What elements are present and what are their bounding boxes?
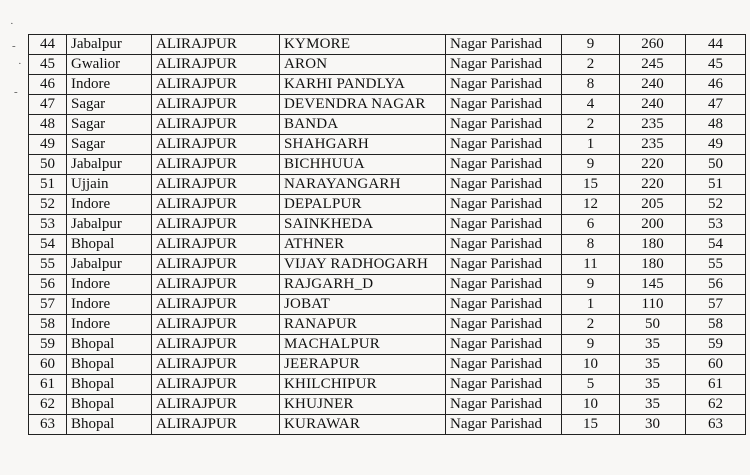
score-cell: 180 — [620, 235, 686, 255]
score-cell: 35 — [620, 395, 686, 415]
body-type-cell: Nagar Parishad — [446, 295, 562, 315]
serial-number-cell: 62 — [29, 395, 67, 415]
serial-number-cell: 47 — [29, 95, 67, 115]
district-cell: ALIRAJPUR — [152, 315, 280, 335]
urban-body-cell: DEVENDRA NAGAR — [280, 95, 446, 115]
score-cell: 35 — [620, 335, 686, 355]
district-cell: ALIRAJPUR — [152, 35, 280, 55]
score-cell: 205 — [620, 195, 686, 215]
rank-cell: 52 — [686, 195, 746, 215]
score-cell: 235 — [620, 115, 686, 135]
district-cell: ALIRAJPUR — [152, 175, 280, 195]
table-row — [29, 395, 746, 415]
wards-cell: 2 — [562, 55, 620, 75]
table-row — [29, 295, 746, 315]
body-type-cell: Nagar Parishad — [446, 75, 562, 95]
division-cell: Indore — [67, 75, 152, 95]
wards-cell: 15 — [562, 415, 620, 435]
rank-cell: 51 — [686, 175, 746, 195]
body-type-cell: Nagar Parishad — [446, 335, 562, 355]
urban-body-cell: VIJAY RADHOGARH — [280, 255, 446, 275]
table-row — [29, 35, 746, 55]
district-cell: ALIRAJPUR — [152, 55, 280, 75]
wards-cell: 12 — [562, 195, 620, 215]
wards-cell: 1 — [562, 295, 620, 315]
division-cell: Jabalpur — [67, 35, 152, 55]
division-cell: Bhopal — [67, 335, 152, 355]
wards-cell: 11 — [562, 255, 620, 275]
rank-cell: 58 — [686, 315, 746, 335]
wards-cell: 10 — [562, 395, 620, 415]
scan-speck: - — [14, 86, 18, 98]
district-cell: ALIRAJPUR — [152, 295, 280, 315]
table-row — [29, 355, 746, 375]
body-type-cell: Nagar Parishad — [446, 155, 562, 175]
body-type-cell: Nagar Parishad — [446, 315, 562, 335]
rank-cell: 49 — [686, 135, 746, 155]
rank-cell: 59 — [686, 335, 746, 355]
rank-cell: 46 — [686, 75, 746, 95]
score-cell: 240 — [620, 95, 686, 115]
rank-cell: 50 — [686, 155, 746, 175]
wards-cell: 8 — [562, 235, 620, 255]
body-type-cell: Nagar Parishad — [446, 275, 562, 295]
wards-cell: 2 — [562, 115, 620, 135]
serial-number-cell: 53 — [29, 215, 67, 235]
table-row — [29, 315, 746, 335]
district-cell: ALIRAJPUR — [152, 215, 280, 235]
rank-cell: 61 — [686, 375, 746, 395]
table-row — [29, 335, 746, 355]
score-cell: 220 — [620, 155, 686, 175]
district-cell: ALIRAJPUR — [152, 335, 280, 355]
score-cell: 30 — [620, 415, 686, 435]
body-type-cell: Nagar Parishad — [446, 55, 562, 75]
score-cell: 180 — [620, 255, 686, 275]
wards-cell: 15 — [562, 175, 620, 195]
scan-speck: · — [10, 18, 14, 30]
rank-cell: 60 — [686, 355, 746, 375]
division-cell: Ujjain — [67, 175, 152, 195]
score-cell: 240 — [620, 75, 686, 95]
wards-cell: 1 — [562, 135, 620, 155]
table-row — [29, 275, 746, 295]
rank-cell: 45 — [686, 55, 746, 75]
serial-number-cell: 54 — [29, 235, 67, 255]
serial-number-cell: 63 — [29, 415, 67, 435]
division-cell: Sagar — [67, 115, 152, 135]
district-cell: ALIRAJPUR — [152, 395, 280, 415]
urban-body-cell: ARON — [280, 55, 446, 75]
rank-cell: 48 — [686, 115, 746, 135]
table-body — [29, 35, 746, 435]
division-cell: Indore — [67, 295, 152, 315]
urban-body-cell: KURAWAR — [280, 415, 446, 435]
serial-number-cell: 56 — [29, 275, 67, 295]
division-cell: Jabalpur — [67, 155, 152, 175]
table-row — [29, 115, 746, 135]
serial-number-cell: 55 — [29, 255, 67, 275]
body-type-cell: Nagar Parishad — [446, 235, 562, 255]
district-cell: ALIRAJPUR — [152, 355, 280, 375]
rank-cell: 62 — [686, 395, 746, 415]
rank-cell: 54 — [686, 235, 746, 255]
table-row — [29, 255, 746, 275]
urban-body-cell: KYMORE — [280, 35, 446, 55]
score-cell: 260 — [620, 35, 686, 55]
serial-number-cell: 58 — [29, 315, 67, 335]
score-cell: 220 — [620, 175, 686, 195]
urban-body-cell: JEERAPUR — [280, 355, 446, 375]
rank-cell: 55 — [686, 255, 746, 275]
urban-body-cell: KARHI PANDLYA — [280, 75, 446, 95]
serial-number-cell: 48 — [29, 115, 67, 135]
wards-cell: 9 — [562, 335, 620, 355]
body-type-cell: Nagar Parishad — [446, 215, 562, 235]
serial-number-cell: 52 — [29, 195, 67, 215]
urban-body-cell: KHILCHIPUR — [280, 375, 446, 395]
division-cell: Bhopal — [67, 395, 152, 415]
score-cell: 145 — [620, 275, 686, 295]
rank-cell: 57 — [686, 295, 746, 315]
serial-number-cell: 57 — [29, 295, 67, 315]
body-type-cell: Nagar Parishad — [446, 395, 562, 415]
serial-number-cell: 50 — [29, 155, 67, 175]
rank-cell: 63 — [686, 415, 746, 435]
body-type-cell: Nagar Parishad — [446, 375, 562, 395]
wards-cell: 10 — [562, 355, 620, 375]
wards-cell: 6 — [562, 215, 620, 235]
score-cell: 50 — [620, 315, 686, 335]
body-type-cell: Nagar Parishad — [446, 95, 562, 115]
division-cell: Bhopal — [67, 235, 152, 255]
score-cell: 110 — [620, 295, 686, 315]
serial-number-cell: 49 — [29, 135, 67, 155]
district-cell: ALIRAJPUR — [152, 115, 280, 135]
score-cell: 200 — [620, 215, 686, 235]
ranking-table — [28, 34, 746, 435]
table-row — [29, 215, 746, 235]
body-type-cell: Nagar Parishad — [446, 135, 562, 155]
urban-body-cell: BANDA — [280, 115, 446, 135]
table-row — [29, 155, 746, 175]
district-cell: ALIRAJPUR — [152, 195, 280, 215]
urban-body-cell: MACHALPUR — [280, 335, 446, 355]
urban-body-cell: ATHNER — [280, 235, 446, 255]
division-cell: Jabalpur — [67, 215, 152, 235]
division-cell: Indore — [67, 315, 152, 335]
wards-cell: 2 — [562, 315, 620, 335]
district-cell: ALIRAJPUR — [152, 135, 280, 155]
district-cell: ALIRAJPUR — [152, 155, 280, 175]
body-type-cell: Nagar Parishad — [446, 175, 562, 195]
table-row — [29, 135, 746, 155]
body-type-cell: Nagar Parishad — [446, 35, 562, 55]
district-cell: ALIRAJPUR — [152, 75, 280, 95]
serial-number-cell: 59 — [29, 335, 67, 355]
urban-body-cell: NARAYANGARH — [280, 175, 446, 195]
division-cell: Bhopal — [67, 415, 152, 435]
wards-cell: 9 — [562, 275, 620, 295]
rank-cell: 47 — [686, 95, 746, 115]
division-cell: Bhopal — [67, 355, 152, 375]
serial-number-cell: 46 — [29, 75, 67, 95]
urban-body-cell: RAJGARH_D — [280, 275, 446, 295]
score-cell: 35 — [620, 375, 686, 395]
score-cell: 235 — [620, 135, 686, 155]
serial-number-cell: 51 — [29, 175, 67, 195]
rank-cell: 53 — [686, 215, 746, 235]
serial-number-cell: 61 — [29, 375, 67, 395]
district-cell: ALIRAJPUR — [152, 275, 280, 295]
scan-speck: · — [18, 58, 22, 70]
body-type-cell: Nagar Parishad — [446, 255, 562, 275]
urban-body-cell: SHAHGARH — [280, 135, 446, 155]
urban-body-cell: RANAPUR — [280, 315, 446, 335]
rank-cell: 56 — [686, 275, 746, 295]
division-cell: Indore — [67, 195, 152, 215]
scan-speck: - — [12, 40, 16, 52]
wards-cell: 9 — [562, 35, 620, 55]
serial-number-cell: 45 — [29, 55, 67, 75]
district-cell: ALIRAJPUR — [152, 235, 280, 255]
table-row — [29, 175, 746, 195]
serial-number-cell: 44 — [29, 35, 67, 55]
wards-cell: 4 — [562, 95, 620, 115]
table-row — [29, 55, 746, 75]
wards-cell: 8 — [562, 75, 620, 95]
urban-body-cell: BICHHUUA — [280, 155, 446, 175]
body-type-cell: Nagar Parishad — [446, 195, 562, 215]
body-type-cell: Nagar Parishad — [446, 355, 562, 375]
urban-body-cell: SAINKHEDA — [280, 215, 446, 235]
urban-body-cell: JOBAT — [280, 295, 446, 315]
division-cell: Bhopal — [67, 375, 152, 395]
body-type-cell: Nagar Parishad — [446, 415, 562, 435]
division-cell: Sagar — [67, 135, 152, 155]
district-cell: ALIRAJPUR — [152, 255, 280, 275]
wards-cell: 9 — [562, 155, 620, 175]
table-row — [29, 375, 746, 395]
score-cell: 245 — [620, 55, 686, 75]
body-type-cell: Nagar Parishad — [446, 115, 562, 135]
table-row — [29, 75, 746, 95]
division-cell: Indore — [67, 275, 152, 295]
serial-number-cell: 60 — [29, 355, 67, 375]
district-cell: ALIRAJPUR — [152, 375, 280, 395]
table-row — [29, 95, 746, 115]
table-row — [29, 195, 746, 215]
rank-cell: 44 — [686, 35, 746, 55]
division-cell: Sagar — [67, 95, 152, 115]
division-cell: Gwalior — [67, 55, 152, 75]
district-cell: ALIRAJPUR — [152, 95, 280, 115]
score-cell: 35 — [620, 355, 686, 375]
urban-body-cell: KHUJNER — [280, 395, 446, 415]
table-row — [29, 415, 746, 435]
table-row — [29, 235, 746, 255]
division-cell: Jabalpur — [67, 255, 152, 275]
wards-cell: 5 — [562, 375, 620, 395]
district-cell: ALIRAJPUR — [152, 415, 280, 435]
urban-body-cell: DEPALPUR — [280, 195, 446, 215]
